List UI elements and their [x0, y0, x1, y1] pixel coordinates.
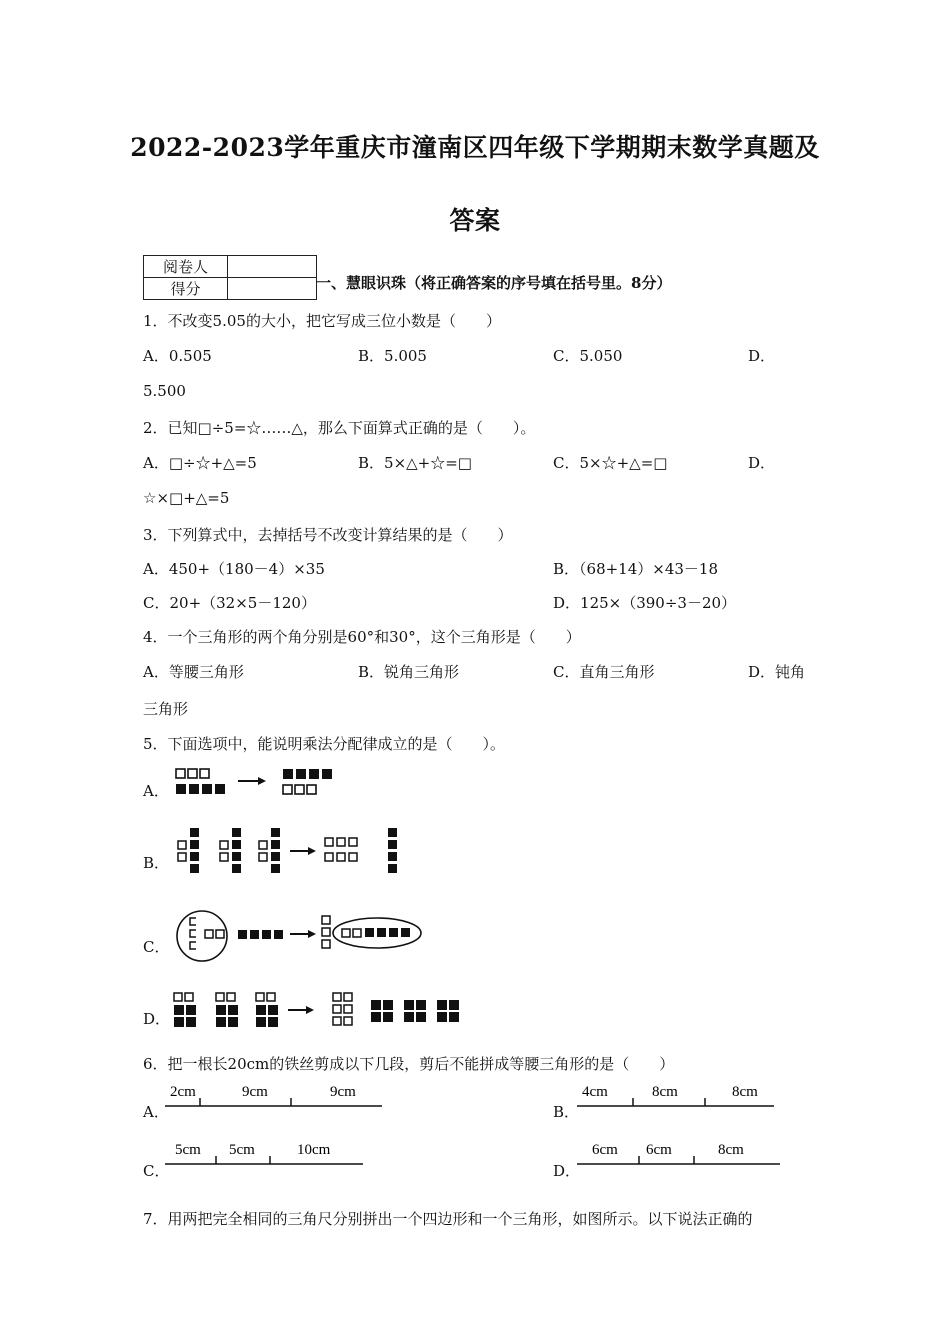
- q5-figure-a: [170, 766, 350, 802]
- q4-stem: 4．一个三角形的两个角分别是60°和30°，这个三角形是（ ）: [143, 628, 581, 646]
- q3-option-a: A．450+（180－4）×35: [143, 560, 325, 578]
- reviewer-cell: [228, 256, 317, 278]
- q5-figure-b: [170, 824, 410, 878]
- q6-d-seg-2: 6cm: [646, 1142, 672, 1158]
- q4-option-d-cont: 三角形: [143, 700, 189, 718]
- q4-option-a: A．等腰三角形: [143, 663, 244, 681]
- q1-option-b: B．5.005: [358, 347, 427, 365]
- q2-stem: 2．已知□÷5=☆……△，那么下面算式正确的是（ ）。: [143, 419, 536, 437]
- q4-option-c: C．直角三角形: [553, 663, 655, 681]
- q2-option-a: A．□÷☆+△=5: [143, 454, 257, 472]
- q6-b-seg-3: 8cm: [732, 1084, 758, 1100]
- q5-figure-c: [172, 908, 427, 964]
- q6-figure-c: [160, 1137, 370, 1171]
- q5-option-b: B．: [143, 854, 170, 872]
- q5-option-a: A．: [143, 782, 169, 800]
- q2-option-d-cont: ☆×□+△=5: [143, 489, 230, 507]
- q6-option-d: D．: [553, 1162, 581, 1180]
- q7-stem: 7．用两把完全相同的三角尺分别拼出一个四边形和一个三角形，如图所示。以下说法正确的: [143, 1210, 753, 1228]
- q3-option-d: D．125×（390÷3－20）: [553, 594, 737, 612]
- page-title: 2022-2023学年重庆市潼南区四年级下学期期末数学真题及: [130, 133, 820, 162]
- q3-option-b: B．（68+14）×43－18: [553, 560, 719, 578]
- q5-option-d: D．: [143, 1010, 171, 1028]
- q2-option-c: C．5×☆+△=□: [553, 454, 668, 472]
- q5-stem: 5．下面选项中，能说明乘法分配律成立的是（ ）。: [143, 735, 506, 753]
- q4-option-d: D．钝角: [748, 663, 806, 681]
- q6-b-seg-1: 4cm: [582, 1084, 608, 1100]
- q6-option-a: A．: [143, 1103, 169, 1121]
- score-box: [143, 255, 317, 300]
- q6-option-c: C．: [143, 1162, 170, 1180]
- q6-a-seg-1: 2cm: [170, 1084, 196, 1100]
- q6-d-seg-1: 6cm: [592, 1142, 618, 1158]
- section-heading: 一、慧眼识珠（将正确答案的序号填在括号里。8分）: [316, 274, 672, 292]
- reviewer-label: 阅卷人: [144, 256, 228, 278]
- q5-figure-d: [170, 990, 470, 1030]
- q6-option-b: B．: [553, 1103, 580, 1121]
- q1-option-c: C．5.050: [553, 347, 623, 365]
- q5-option-c: C．: [143, 938, 170, 956]
- q1-stem: 1．不改变5.05的大小，把它写成三位小数是（ ）: [143, 312, 501, 330]
- q6-stem: 6．把一根长20cm的铁丝剪成以下几段，剪后不能拼成等腰三角形的是（ ）: [143, 1055, 675, 1073]
- q1-option-d: D．: [748, 347, 776, 365]
- q6-d-seg-3: 8cm: [718, 1142, 744, 1158]
- q6-b-seg-2: 8cm: [652, 1084, 678, 1100]
- q4-option-b: B．锐角三角形: [358, 663, 460, 681]
- q6-a-seg-3: 9cm: [330, 1084, 356, 1100]
- q6-c-seg-2: 5cm: [229, 1142, 255, 1158]
- q2-option-b: B．5×△+☆=□: [358, 454, 472, 472]
- page-title-line2: 答案: [449, 206, 501, 235]
- q3-option-c: C．20+（32×5－120）: [143, 594, 316, 612]
- q6-figure-d: [572, 1137, 787, 1171]
- q1-option-a: A．0.505: [143, 347, 212, 365]
- q6-figure-a: [160, 1078, 390, 1112]
- q6-c-seg-1: 5cm: [175, 1142, 201, 1158]
- score-cell: [228, 278, 317, 300]
- q2-option-d: D．: [748, 454, 776, 472]
- q3-stem: 3．下列算式中，去掉括号不改变计算结果的是（ ）: [143, 526, 513, 544]
- q6-c-seg-3: 10cm: [297, 1142, 331, 1158]
- q6-a-seg-2: 9cm: [242, 1084, 268, 1100]
- q6-figure-b: [572, 1078, 782, 1112]
- q1-option-d-cont: 5.500: [143, 382, 186, 400]
- score-label: 得分: [144, 278, 228, 300]
